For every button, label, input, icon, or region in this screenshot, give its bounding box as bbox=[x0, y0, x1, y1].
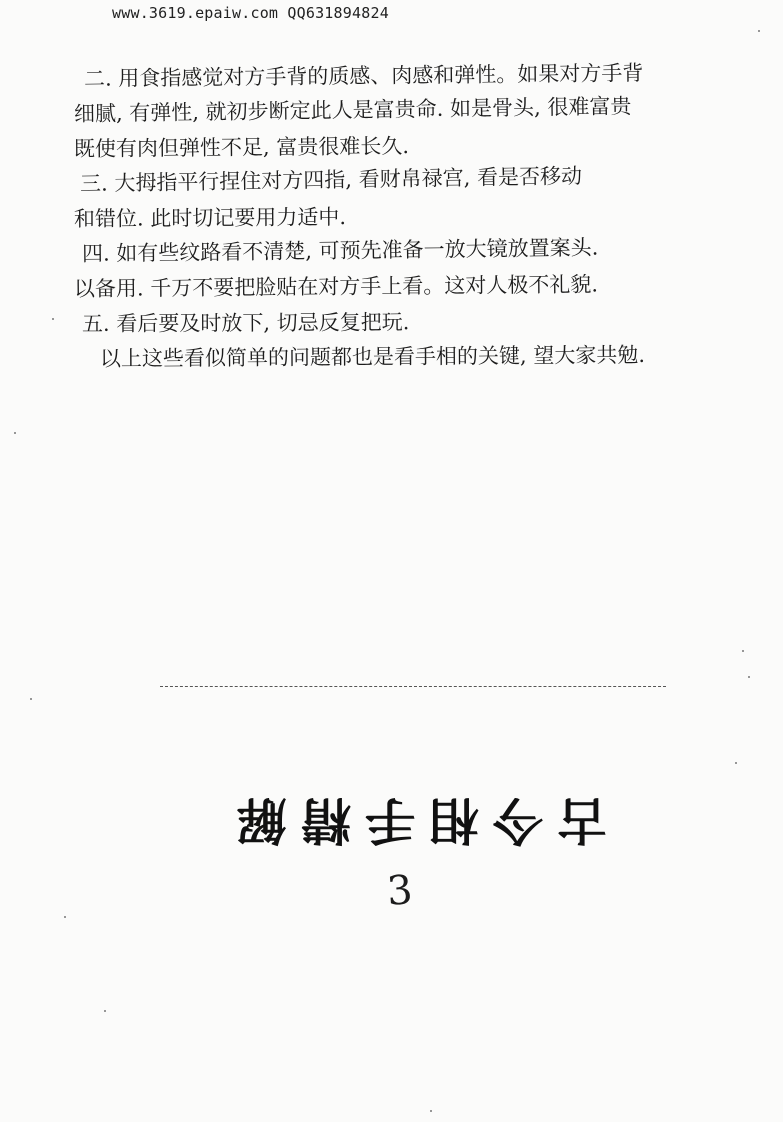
note-line-7: 以备用. 千万不要把脸贴在对方手上看。这对人极不礼貌. bbox=[73, 272, 599, 301]
note-line-1: 二. 用食指感觉对方手背的质感、肉感和弹性。如果对方手背 bbox=[83, 61, 644, 91]
bleed-through-title: 古今相手精解 bbox=[223, 791, 607, 850]
note-line-8: 五. 看后要及时放下, 切忌反复把玩. bbox=[81, 310, 410, 336]
scan-speck bbox=[14, 432, 16, 434]
note-line-4: 三. 大拇指平行捏住对方四指, 看财帛禄宫, 看是否移动 bbox=[79, 164, 583, 196]
note-line-2: 细腻, 有弹性, 就初步断定此人是富贵命. 如是骨头, 很难富贵 bbox=[73, 94, 632, 126]
note-line-5: 和错位. 此时切记要用力适中. bbox=[73, 205, 347, 231]
scan-speck bbox=[758, 30, 760, 32]
scan-speck bbox=[104, 1010, 106, 1012]
scan-speck bbox=[30, 698, 32, 700]
note-line-6: 四. 如有些纹路看不清楚, 可预先准备一放大镜放置案头. bbox=[81, 235, 599, 266]
scan-speck bbox=[748, 676, 750, 678]
scan-speck bbox=[735, 762, 737, 764]
scan-speck bbox=[430, 1110, 432, 1112]
watermark-text: www.3619.epaiw.com QQ631894824 bbox=[112, 4, 389, 22]
handwritten-notes bbox=[74, 62, 754, 377]
page-number: 3 bbox=[385, 867, 415, 915]
scan-speck bbox=[52, 318, 54, 320]
scan-speck bbox=[742, 650, 744, 652]
note-line-3: 既使有肉但弹性不足, 富贵很难长久. bbox=[73, 134, 410, 161]
note-line-9: 以上这些看似简单的问题都也是看手相的关键, 望大家共勉. bbox=[99, 343, 646, 371]
scan-speck bbox=[64, 916, 66, 918]
dashed-divider bbox=[160, 686, 666, 687]
